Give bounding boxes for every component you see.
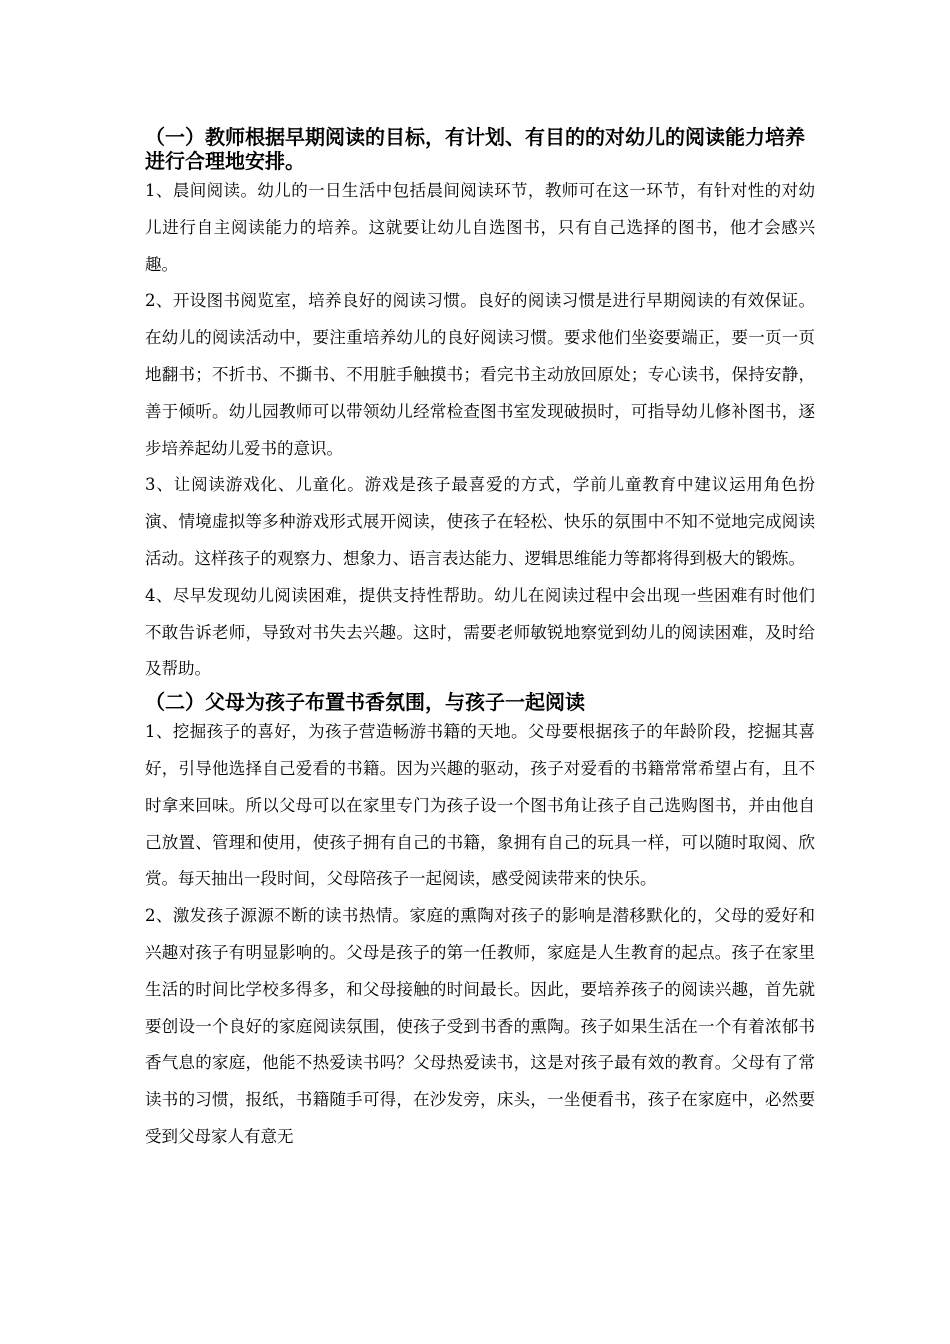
paragraph-1-1: 1、晨间阅读。幼儿的一日生活中包括晨间阅读环节，教师可在这一环节，有针对性的对幼儿进行自主阅读能力的培养。这就要让幼儿自选图书，只有自己选择的图书，他才会感兴趣。 xyxy=(145,181,815,274)
document-body xyxy=(145,125,815,1156)
section-heading-2: （二）父母为孩子布置书香氛围，与孩子一起阅读 xyxy=(145,690,585,715)
section-heading-1: （一）教师根据早期阅读的目标，有计划、有目的的对幼儿的阅读能力培养进行合理地安排。 xyxy=(145,125,805,173)
paragraph-1-2: 2、开设图书阅览室，培养良好的阅读习惯。良好的阅读习惯是进行早期阅读的有效保证。在幼儿的阅读活动中，要注重培养幼儿的良好阅读习惯。要求他们坐姿要端正，要一页一页地翻书；不折书、不撕书、不用脏手触摸书；看完书主动放回原处；专心读书，保持安静，善于倾听。幼儿园教师可以带领幼儿经常检查图书室发现破损时，可指导幼儿修补图书，逐步培养起幼儿爱书的意识。 xyxy=(145,291,815,458)
paragraph-1-4: 4、尽早发现幼儿阅读困难，提供支持性帮助。幼儿在阅读过程中会出现一些困难有时他们不敢告诉老师，导致对书失去兴趣。这时，需要老师敏锐地察觉到幼儿的阅读困难，及时给及帮助。 xyxy=(145,585,815,679)
paragraph-2-1: 1、挖掘孩子的喜好，为孩子营造畅游书籍的天地。父母要根据孩子的年龄阶段，挖掘其喜好，引导他选择自己爱看的书籍。因为兴趣的驱动，孩子对爱看的书籍常常希望占有，且不时拿来回味。所以父母可以在家里专门为孩子设一个图书角让孩子自己选购图书，并由他自己放置、管理和使用，使孩子拥有自己的书籍，象拥有自己的玩具一样，可以随时取阅、欣赏。每天抽出一段时间，父母陪孩子一起阅读，感受阅读带来的快乐。 xyxy=(145,722,815,889)
paragraph-2-2: 2、激发孩子源源不断的读书热情。家庭的熏陶对孩子的影响是潜移默化的，父母的爱好和兴趣对孩子有明显影响的。父母是孩子的第一任教师，家庭是人生教育的起点。孩子在家里生活的时间比学校多得多，和父母接触的时间最长。因此，要培养孩子的阅读兴趣，首先就要创设一个良好的家庭阅读氛围，使孩子受到书香的熏陶。孩子如果生活在一个有着浓郁书香气息的家庭，他能不热爱读书吗？父母热爱读书，这是对孩子最有效的教育。父母有了常读书的习惯，报纸，书籍随手可得，在沙发旁，床头，一坐便看书，孩子在家庭中，必然要受到父母家人有意无 xyxy=(145,906,815,1146)
paragraph-1-3: 3、让阅读游戏化、儿童化。游戏是孩子最喜爱的方式，学前儿童教育中建议运用角色扮演、情境虚拟等多种游戏形式展开阅读，使孩子在轻松、快乐的氛围中不知不觉地完成阅读活动。这样孩子的观察力、想象力、语言表达能力、逻辑思维能力等都将得到极大的锻炼。 xyxy=(145,475,815,568)
